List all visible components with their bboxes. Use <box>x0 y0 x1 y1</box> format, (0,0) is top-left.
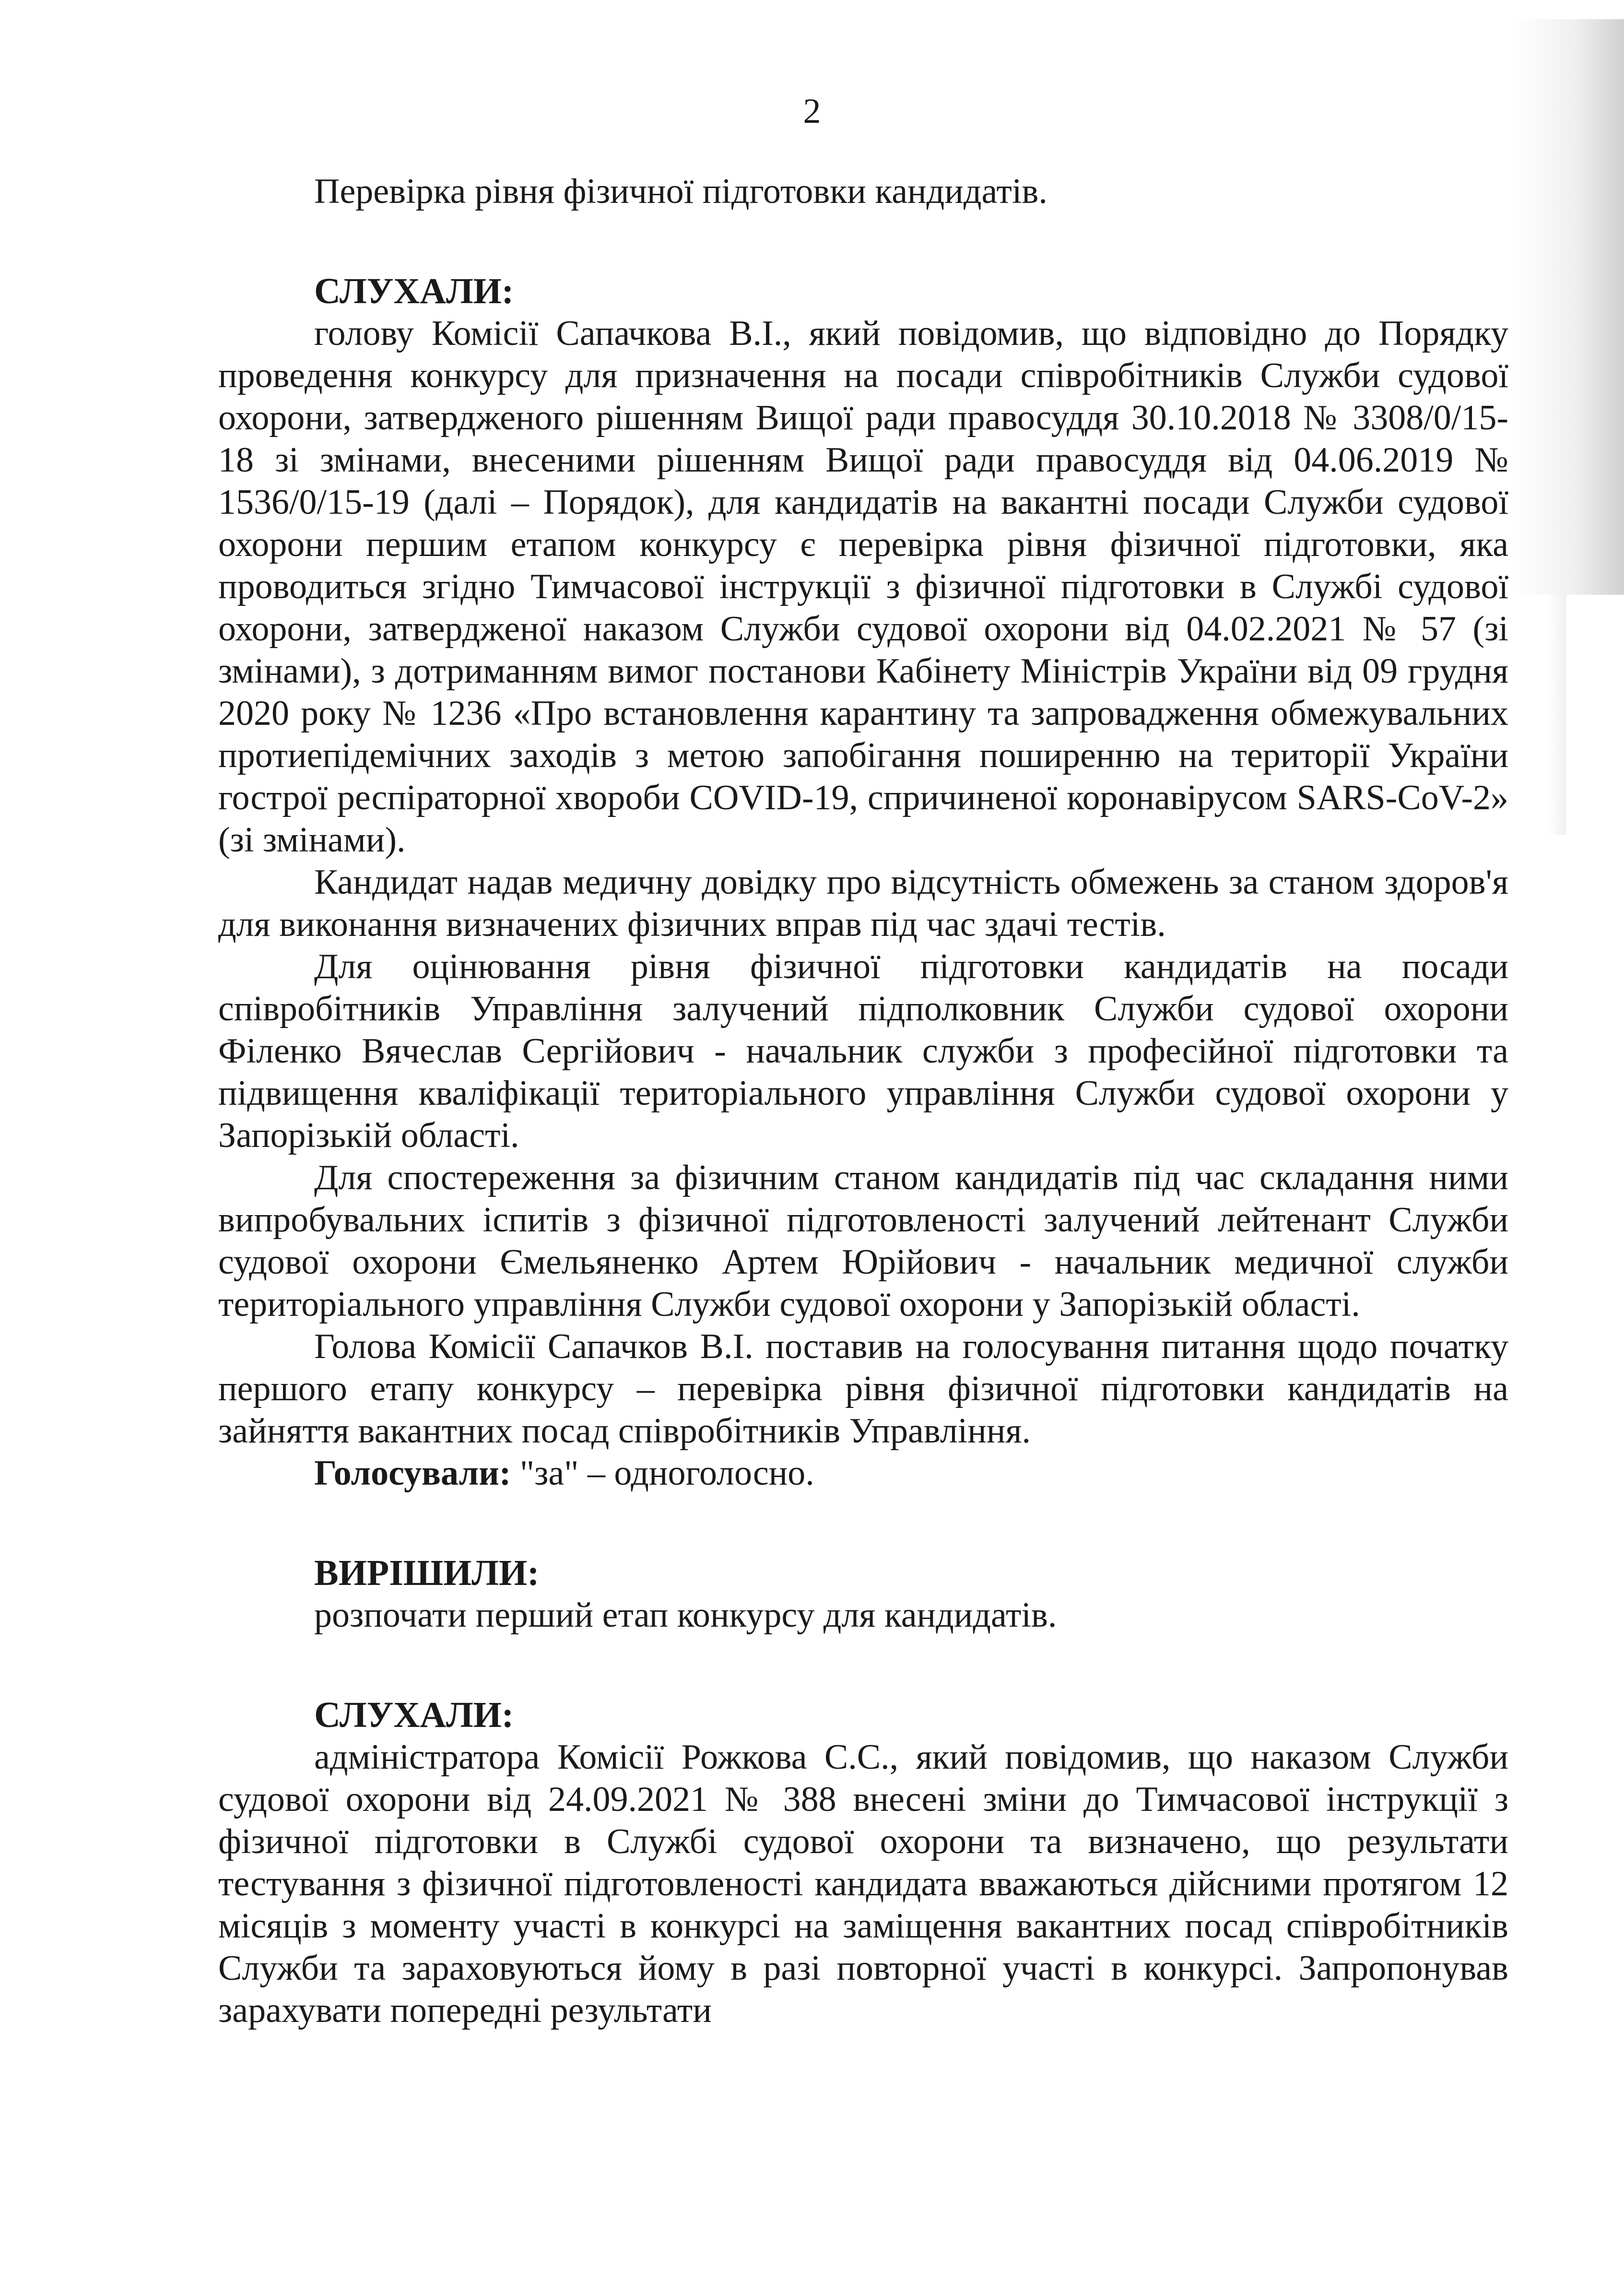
paragraph-administrator-report: адміністратора Комісії Рожкова С.С., який повідомив, що наказом Служби судової охорони від 24.09.2021 № 388 внесені зміни до Тимчасової інструкції з фізичної підготовки в Службі судової охорони та визначено, що результати тестування з фізичної підготовленості кандидата вважаються дійсними протягом 12 місяців з моменту участі в конкурсі на заміщення вакантних посад співробітників Служби та зараховуються йому в разі повторної участі в конкурсі. Запропонував зарахувати попередні результати <box>218 1737 1508 2030</box>
vote-value: "за" – одноголосно. <box>511 1454 814 1493</box>
paragraph-chair-report: голову Комісії Сапачкова В.І., який повідомив, що відповідно до Порядку проведення конкурсу для призначення на посади співробітників Служби судової охорони, затвердженого рішенням Вищої ради правосуддя 30.10.2018 № 3308/0/15-18 зі змінами, внесеними рішенням Вищої ради правосуддя від 04.06.2019 № 1536/0/15-19 (далі – Порядок), для кандидатів на вакантні посади Служби судової охорони першим етапом конкурсу є перевірка рівня фізичної підготовки, яка проводиться згідно Тимчасової інструкції з фізичної підготовки в Службі судової охорони, затвердженої наказом Служби судової охорони від 04.02.2021 № 57 (зі змінами), з дотриманням вимог постанови Кабінету Міністрів України від 09 грудня 2020 року № 1236 «Про встановлення карантину та запровадження обмежувальних протиепідемічних заходів з метою запобігання поширенню на території України гострої респіраторної хвороби COVID-19, спричиненої коронавірусом SARS-CoV-2» (зі змінами). <box>218 314 1508 860</box>
section-heading-decided: ВИРІШИЛИ: <box>314 1553 540 1593</box>
paragraph-medical-certificate: Кандидат надав медичну довідку про відсутність обмежень за станом здоров'я для виконання визначених фізичних вправ під час здачі тестів. <box>218 863 1508 944</box>
intro-line: Перевірка рівня фізичної підготовки кандидатів. <box>314 172 1047 211</box>
section-heading-heard-1: СЛУХАЛИ: <box>314 271 514 311</box>
page-number: 2 <box>803 92 821 131</box>
paragraph-medical-observer: Для спостереження за фізичним станом кандидатів під час складання ними випробувальних іспитів з фізичної підготовленості залучений лейтенант Служби судової охорони Ємельяненко Артем Юрійович - начальник медичної служби територіального управління Служби судової охорони у Запорізькій області. <box>218 1158 1508 1324</box>
section-heading-heard-2: СЛУХАЛИ: <box>314 1695 514 1735</box>
decision-text: розпочати перший етап конкурсу для кандидатів. <box>314 1595 1057 1635</box>
document-body <box>218 170 1508 2032</box>
vote-result <box>218 1452 1508 1494</box>
vote-label: Голосували: <box>314 1454 511 1493</box>
paragraph-evaluator: Для оцінювання рівня фізичної підготовки кандидатів на посади співробітників Управління залучений підполковник Служби судової охорони Філенко Вячеслав Сергійович - начальник служби з професійної підготовки та підвищення кваліфікації територіального управління Служби судової охорони у Запорізькій області. <box>218 947 1508 1155</box>
scan-shadow-lower <box>1547 595 1566 835</box>
paragraph-vote-proposal: Голова Комісії Сапачков В.І. поставив на голосування питання щодо початку першого етапу конкурсу – перевірка рівня фізичної підготовки кандидатів на зайняття вакантних посад співробітників Управління. <box>218 1327 1508 1451</box>
